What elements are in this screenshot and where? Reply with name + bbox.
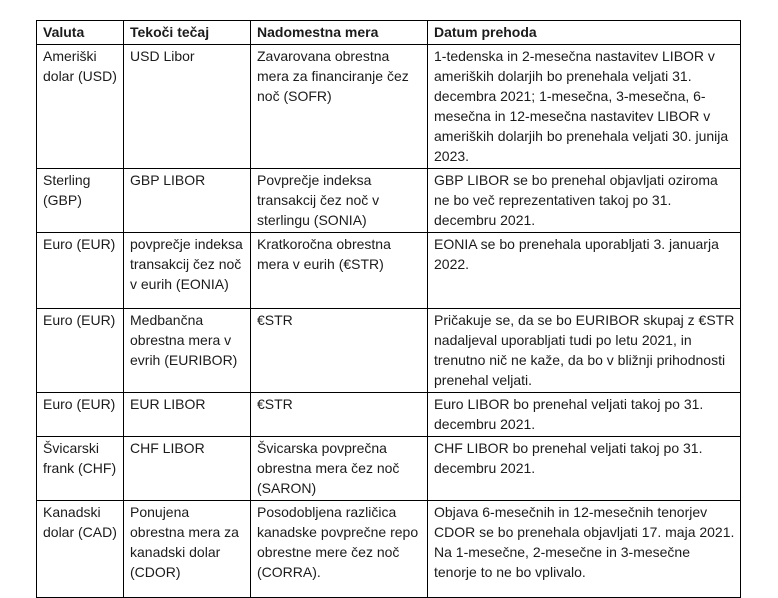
cell-currency: Sterling (GBP) <box>37 169 124 233</box>
column-header-valuta: Valuta <box>37 21 124 45</box>
cell-current-rate: EUR LIBOR <box>124 393 251 437</box>
cell-replacement-rate: €STR <box>251 309 428 393</box>
column-header-datum-prehoda: Datum prehoda <box>428 21 741 45</box>
cell-currency: Euro (EUR) <box>37 393 124 437</box>
table-row-eur-euribor <box>37 309 741 393</box>
cell-currency: Euro (EUR) <box>37 309 124 393</box>
cell-currency: Euro (EUR) <box>37 233 124 309</box>
table-row-usd <box>37 45 741 169</box>
cell-current-rate: GBP LIBOR <box>124 169 251 233</box>
cell-transition-date: 1-tedenska in 2-mesečna nastavitev LIBOR v ameriških dolarjih bo prenehala veljati 31. decembra 2021; 1-mesečna, 3-mesečna, 6-mesečna in 12-mesečna nastavitev LIBOR v ameriških dolarjih bo prenehala veljati 30. junija 2023. <box>428 45 741 169</box>
cell-transition-date: Objava 6-mesečnih in 12-mesečnih tenorjev CDOR se bo prenehala objavljati 17. maja 2021. Na 1-mesečne, 2-mesečne in 3-mesečne tenorje to ne bo vplivalo. <box>428 501 741 598</box>
table-row-chf <box>37 437 741 501</box>
cell-current-rate: USD Libor <box>124 45 251 169</box>
document-page <box>36 20 741 598</box>
cell-current-rate: Medbančna obrestna mera v evrih (EURIBOR) <box>124 309 251 393</box>
rates-transition-table <box>36 20 741 598</box>
cell-current-rate: povprečje indeksa transakcij čez noč v eurih (EONIA) <box>124 233 251 309</box>
table-header-row <box>37 21 741 45</box>
cell-replacement-rate: €STR <box>251 393 428 437</box>
cell-replacement-rate: Posodobljena različica kanadske povprečne repo obrestne mere čez noč (CORRA). <box>251 501 428 598</box>
cell-replacement-rate: Zavarovana obrestna mera za financiranje čez noč (SOFR) <box>251 45 428 169</box>
cell-current-rate: CHF LIBOR <box>124 437 251 501</box>
cell-replacement-rate: Švicarska povprečna obrestna mera čez noč (SARON) <box>251 437 428 501</box>
cell-transition-date: CHF LIBOR bo prenehal veljati takoj po 31. decembru 2021. <box>428 437 741 501</box>
table-row-eur-eonia <box>37 233 741 309</box>
cell-transition-date: Pričakuje se, da se bo EURIBOR skupaj z €STR nadaljeval uporabljati tudi po letu 2021, in trenutno nič ne kaže, da bo v bližnji prihodnosti prenehal veljati. <box>428 309 741 393</box>
cell-current-rate: Ponujena obrestna mera za kanadski dolar (CDOR) <box>124 501 251 598</box>
table-row-gbp <box>37 169 741 233</box>
cell-transition-date: GBP LIBOR se bo prenehal objavljati oziroma ne bo več reprezentativen takoj po 31. decembru 2021. <box>428 169 741 233</box>
cell-transition-date: Euro LIBOR bo prenehal veljati takoj po 31. decembru 2021. <box>428 393 741 437</box>
cell-replacement-rate: Kratkoročna obrestna mera v eurih (€STR) <box>251 233 428 309</box>
cell-transition-date: EONIA se bo prenehala uporabljati 3. januarja 2022. <box>428 233 741 309</box>
cell-replacement-rate: Povprečje indeksa transakcij čez noč v sterlingu (SONIA) <box>251 169 428 233</box>
cell-currency: Kanadski dolar (CAD) <box>37 501 124 598</box>
cell-currency: Ameriški dolar (USD) <box>37 45 124 169</box>
cell-currency: Švicarski frank (CHF) <box>37 437 124 501</box>
column-header-tekoci-tecaj: Tekoči tečaj <box>124 21 251 45</box>
table-row-eur-libor <box>37 393 741 437</box>
table-row-cad <box>37 501 741 598</box>
column-header-nadomestna-mera: Nadomestna mera <box>251 21 428 45</box>
